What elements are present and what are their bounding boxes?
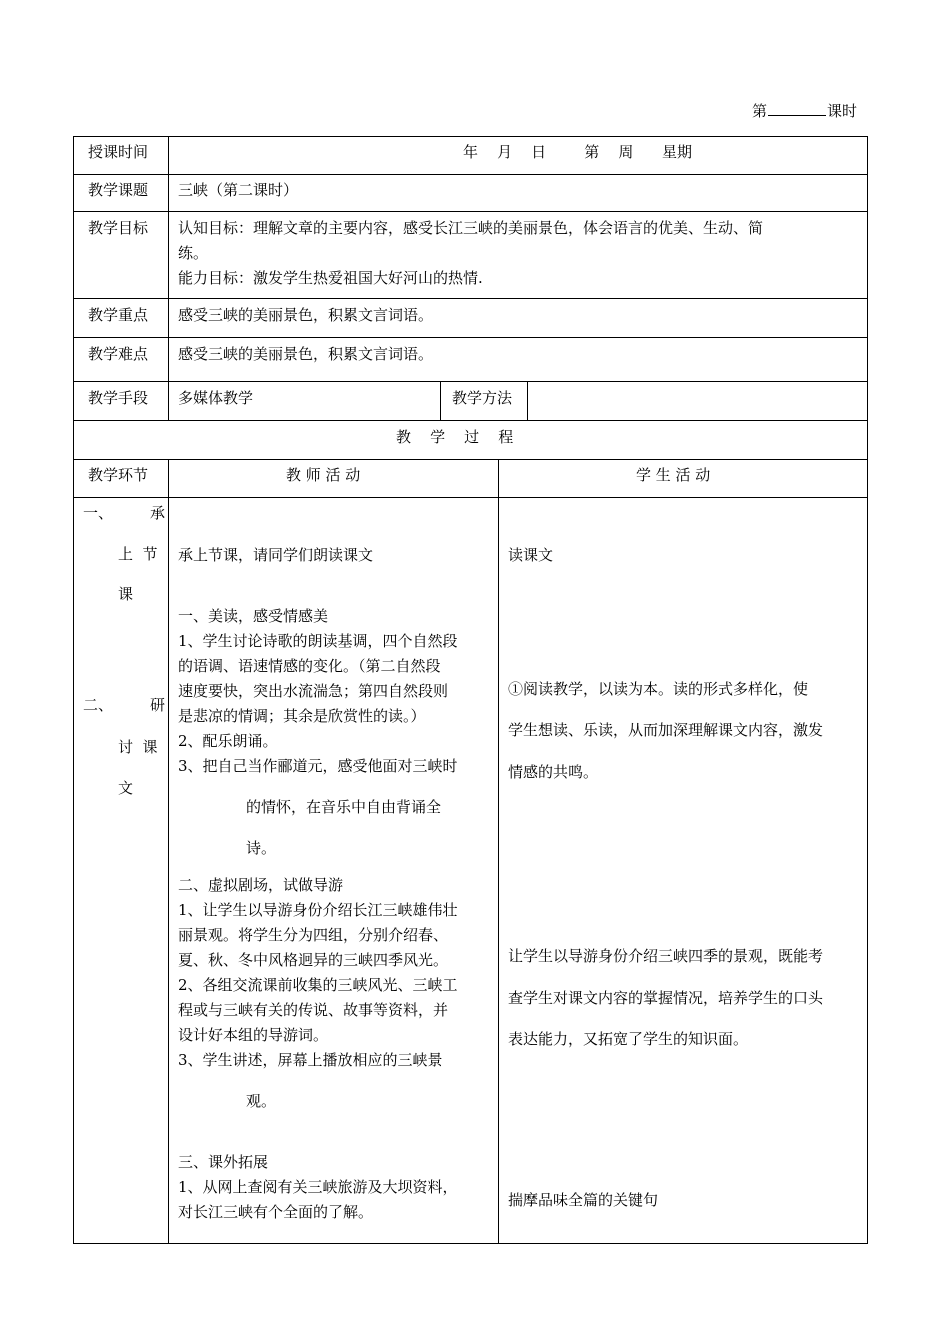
time-label: 授课时间 bbox=[88, 143, 149, 161]
difficulty-label: 教学难点 bbox=[88, 345, 149, 363]
lesson-number-blank bbox=[768, 101, 826, 116]
teacher-line-1: 承上节课，请同学们朗读课文 bbox=[178, 546, 374, 564]
process-title: 教 学 过 程 bbox=[396, 428, 514, 446]
key-value: 感受三峡的美丽景色，积累文言词语。 bbox=[178, 306, 434, 324]
teacher-line-22: 对长江三峡有个全面的了解。 bbox=[178, 1203, 374, 1221]
teacher-line-17: 设计好本组的导游词。 bbox=[178, 1026, 329, 1044]
teacher-line-16: 程或与三峡有关的传说、故事等资料，并 bbox=[178, 1001, 449, 1019]
student-line-1: 读课文 bbox=[508, 546, 554, 564]
teacher-line-19: 观。 bbox=[246, 1092, 277, 1110]
stage-2-char: 研 bbox=[150, 696, 166, 714]
teacher-line-11: 二、虚拟剧场，试做导游 bbox=[178, 876, 344, 894]
stage-1-line-2: 上 节 bbox=[118, 545, 158, 563]
goal-line-1: 认知目标：理解文章的主要内容，感受长江三峡的美丽景色，体会语言的优美、生动、简 bbox=[178, 219, 764, 237]
teacher-line-8: 3、把自己当作郦道元，感受他面对三峡时 bbox=[178, 757, 458, 775]
student-line-4: 情感的共鸣。 bbox=[508, 763, 599, 781]
student-line-2: ①阅读教学，以读为本。读的形式多样化，使 bbox=[508, 680, 809, 698]
col-stage-header: 教学环节 bbox=[88, 466, 149, 484]
teacher-line-2: 一、美读，感受情感美 bbox=[178, 607, 329, 625]
teacher-line-13: 丽景观。将学生分为四组，分别介绍春、 bbox=[178, 926, 449, 944]
col-teacher-header: 教 师 活 动 bbox=[286, 466, 361, 484]
teacher-line-20: 三、课外拓展 bbox=[178, 1153, 269, 1171]
stage-2-line-2: 讨 课 bbox=[118, 738, 158, 756]
teacher-line-14: 夏、秋、冬中风格迥异的三峡四季风光。 bbox=[178, 951, 449, 969]
means-value: 多媒体教学 bbox=[178, 389, 254, 407]
time-value: 年 月 日 第 周 星期 bbox=[463, 143, 692, 161]
teacher-line-3: 1、学生讨论诗歌的朗读基调，四个自然段 bbox=[178, 632, 458, 650]
topic-label: 教学课题 bbox=[88, 181, 149, 199]
teacher-line-9: 的情怀，在音乐中自由背诵全 bbox=[246, 798, 442, 816]
stage-2-number: 二、 bbox=[83, 696, 114, 714]
student-line-7: 表达能力，又拓宽了学生的知识面。 bbox=[508, 1030, 749, 1048]
lesson-number-header bbox=[752, 99, 857, 124]
col-student-header: 学 生 活 动 bbox=[636, 466, 711, 484]
teacher-line-21: 1、从网上查阅有关三峡旅游及大坝资料， bbox=[178, 1178, 458, 1196]
difficulty-value: 感受三峡的美丽景色，积累文言词语。 bbox=[178, 345, 434, 363]
means-label: 教学手段 bbox=[88, 389, 149, 407]
stage-2-line-3: 文 bbox=[118, 779, 134, 797]
student-line-6: 查学生对课文内容的掌握情况，培养学生的口头 bbox=[508, 989, 824, 1007]
teacher-line-6: 是悲凉的情调；其余是欣赏性的读。） bbox=[178, 707, 426, 725]
stage-1-number: 一、 bbox=[83, 504, 114, 522]
lesson-prefix: 第 bbox=[752, 102, 768, 120]
teacher-line-10: 诗。 bbox=[246, 839, 277, 857]
key-label: 教学重点 bbox=[88, 306, 149, 324]
stage-1-line-3: 课 bbox=[118, 585, 134, 603]
teacher-line-12: 1、让学生以导游身份介绍长江三峡雄伟壮 bbox=[178, 901, 458, 919]
teacher-line-7: 2、配乐朗诵。 bbox=[178, 732, 278, 750]
method-label: 教学方法 bbox=[452, 389, 513, 407]
teacher-line-18: 3、学生讲述，屏幕上播放相应的三峡景 bbox=[178, 1051, 443, 1069]
stage-1-char: 承 bbox=[150, 504, 166, 522]
student-line-8: 揣摩品味全篇的关键句 bbox=[508, 1191, 659, 1209]
teacher-line-5: 速度要快，突出水流湍急；第四自然段则 bbox=[178, 682, 449, 700]
goal-line-3: 能力目标：激发学生热爱祖国大好河山的热情. bbox=[178, 269, 483, 287]
student-line-5: 让学生以导游身份介绍三峡四季的景观，既能考 bbox=[508, 947, 824, 965]
goal-label: 教学目标 bbox=[88, 219, 149, 237]
student-line-3: 学生想读、乐读，从而加深理解课文内容，激发 bbox=[508, 721, 824, 739]
teacher-line-4: 的语调、语速情感的变化。（第二自然段 bbox=[178, 657, 441, 675]
lesson-suffix: 课时 bbox=[827, 102, 858, 120]
teacher-line-15: 2、各组交流课前收集的三峡风光、三峡工 bbox=[178, 976, 458, 994]
goal-line-2: 练。 bbox=[178, 244, 209, 262]
topic-value: 三峡（第二课时） bbox=[178, 181, 299, 199]
